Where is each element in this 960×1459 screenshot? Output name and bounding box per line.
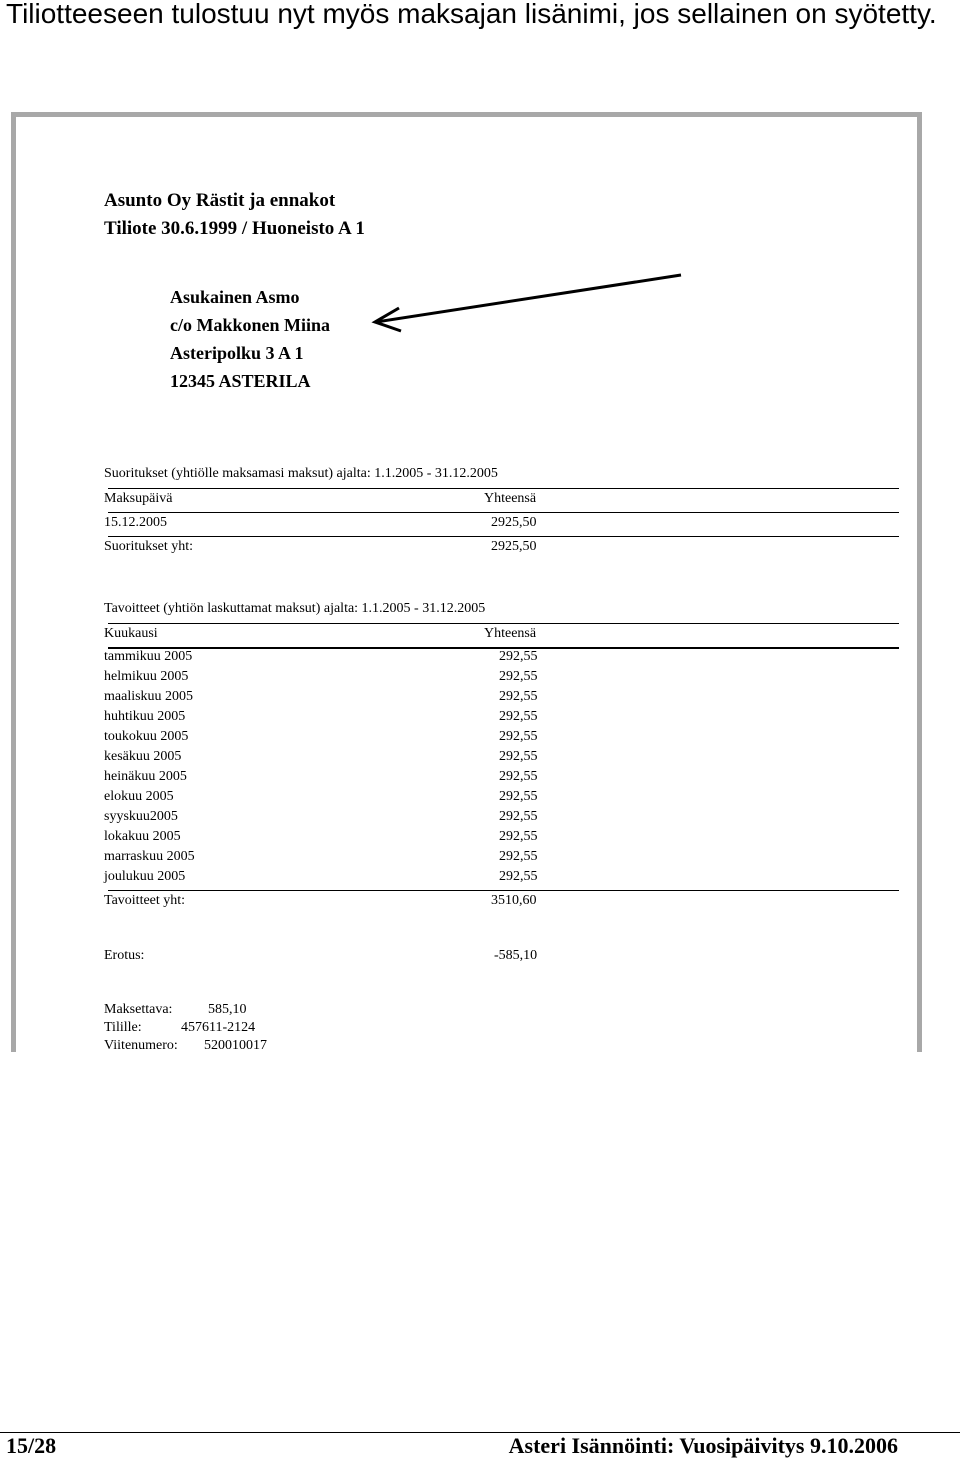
charges-row-label: marraskuu 2005 xyxy=(104,849,195,864)
payments-rule-top xyxy=(108,488,899,489)
payments-col-date: Maksupäivä xyxy=(104,491,173,506)
charges-row-value: 292,55 xyxy=(499,809,538,824)
payments-total-label: Suoritukset yht: xyxy=(104,539,194,554)
charges-row-value: 292,55 xyxy=(499,869,538,884)
payments-total-value: 2925,50 xyxy=(491,539,537,554)
payments-row-date: 15.12.2005 xyxy=(104,515,167,530)
recipient-co: c/o Makkonen Miina xyxy=(170,315,331,335)
reference-value: 520010017 xyxy=(204,1038,267,1053)
statement-title: Tiliote 30.6.1999 / Huoneisto A 1 xyxy=(104,218,365,239)
charges-row-value: 292,55 xyxy=(499,669,538,684)
payments-col-total: Yhteensä xyxy=(484,491,537,506)
account-label: Tilille: xyxy=(104,1020,142,1035)
account-value: 457611-2124 xyxy=(181,1020,256,1035)
charges-row-value: 292,55 xyxy=(499,649,538,664)
charges-row-label: heinäkuu 2005 xyxy=(104,769,187,784)
statement-screenshot xyxy=(11,112,922,1052)
charges-row-label: lokakuu 2005 xyxy=(104,829,181,844)
charges-row-label: syyskuu2005 xyxy=(104,809,178,824)
charges-row-label: tammikuu 2005 xyxy=(104,649,193,664)
charges-row-label: helmikuu 2005 xyxy=(104,669,189,684)
due-value: 585,10 xyxy=(208,1002,247,1017)
charges-row-value: 292,55 xyxy=(499,849,538,864)
company-name: Asunto Oy Rästit ja ennakot xyxy=(104,190,336,211)
charges-total-value: 3510,60 xyxy=(491,893,537,908)
payments-rule-header xyxy=(108,512,899,513)
recipient-street: Asteripolku 3 A 1 xyxy=(170,343,304,363)
payments-title: Suoritukset (yhtiölle maksamasi maksut) ajalta: 1.1.2005 - 31.12.2005 xyxy=(104,466,498,481)
charges-row-value: 292,55 xyxy=(499,749,538,764)
charges-rule-bottom xyxy=(108,890,899,891)
charges-row-value: 292,55 xyxy=(499,789,538,804)
charges-rule-top xyxy=(108,623,899,624)
charges-row-value: 292,55 xyxy=(499,829,538,844)
charges-row-value: 292,55 xyxy=(499,729,538,744)
recipient-city: 12345 ASTERILA xyxy=(170,371,311,391)
reference-label: Viitenumero: xyxy=(104,1038,178,1053)
footer-title: Asteri Isännöinti: Vuosipäivitys 9.10.2006 xyxy=(508,1433,898,1458)
charges-total-label: Tavoitteet yht: xyxy=(104,893,186,908)
difference-label: Erotus: xyxy=(104,948,145,963)
charges-row-label: elokuu 2005 xyxy=(104,789,174,804)
recipient-name: Asukainen Asmo xyxy=(170,287,300,307)
page-number: 15/28 xyxy=(6,1433,57,1458)
charges-row-value: 292,55 xyxy=(499,769,538,784)
charges-title: Tavoitteet (yhtiön laskuttamat maksut) ajalta: 1.1.2005 - 31.12.2005 xyxy=(104,601,486,616)
intro-text: Tiliotteeseen tulostuu nyt myös maksajan lisänimi, jos sellainen on syötetty. xyxy=(6,0,937,29)
charges-row-label: huhtikuu 2005 xyxy=(104,709,186,724)
arrow-icon xyxy=(371,272,691,342)
due-label: Maksettava: xyxy=(104,1002,173,1017)
charges-row-value: 292,55 xyxy=(499,689,538,704)
charges-col-total: Yhteensä xyxy=(484,626,537,641)
payments-row-value: 2925,50 xyxy=(491,515,537,530)
payments-rule-bottom xyxy=(108,536,899,537)
charges-row-label: kesäkuu 2005 xyxy=(104,749,182,764)
charges-row-label: toukokuu 2005 xyxy=(104,729,189,744)
difference-value: -585,10 xyxy=(494,948,538,963)
charges-col-month: Kuukausi xyxy=(104,626,158,641)
charges-row-label: maaliskuu 2005 xyxy=(104,689,194,704)
charges-row-value: 292,55 xyxy=(499,709,538,724)
charges-row-label: joulukuu 2005 xyxy=(104,869,186,884)
